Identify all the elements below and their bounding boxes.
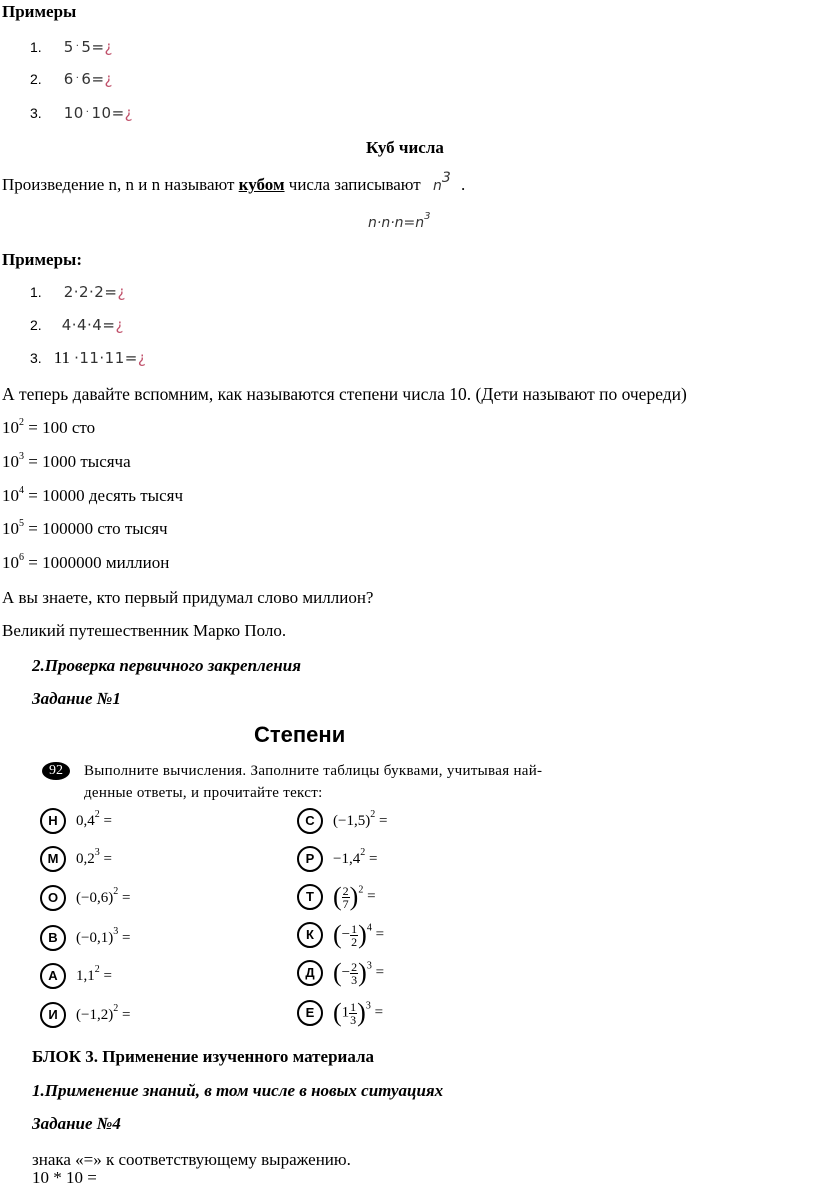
task-4-expression: 10 * 10 =: [32, 1168, 97, 1187]
exercise-item: А $1,1^2$ =: [40, 963, 112, 989]
letter-circle: Д: [297, 960, 323, 986]
answer-text: Великий путешественник Марко Поло.: [2, 621, 287, 640]
exercise-item: М $0,2^3$ =: [40, 846, 112, 872]
cube-title: Куб числа: [366, 138, 444, 157]
math-expression: ·11·11=¿: [74, 349, 147, 367]
letter-circle: И: [40, 1002, 66, 1028]
list-number: 1.: [30, 39, 42, 55]
block3-subheading: 1.Применение знаний, в том числе в новых ситуациях: [32, 1081, 444, 1100]
example-item: [30, 104, 133, 123]
letter-circle: О: [40, 885, 66, 911]
example-item: [30, 283, 126, 302]
exercise-number-badge: 92: [42, 761, 70, 780]
power-row: $10^4 = 10000$ десять тысяч: [2, 485, 184, 505]
list-number: 2.: [30, 317, 42, 333]
example-item: [30, 70, 113, 89]
cube-formula: $n\cdot n\cdot n=n^3$: [368, 211, 431, 231]
math-expression: 6 · 6=¿: [63, 70, 114, 88]
letter-circle: Т: [297, 884, 323, 910]
example-item: [30, 38, 113, 57]
math-expression: 2·2·2=¿: [63, 283, 126, 301]
worksheet-title: Степени: [254, 722, 346, 747]
question-text: А вы знаете, кто первый придумал слово миллион?: [2, 588, 374, 607]
check-heading: 2.Проверка первичного закрепления: [32, 656, 301, 675]
cube-definition: Произведение n, n и n называют кубом числа записывают $n^3$ .: [2, 170, 466, 194]
math-expression: 4·4·4=¿: [61, 316, 124, 334]
letter-circle: К: [297, 922, 323, 948]
exercise-item: О $(-0,6)^2$ =: [40, 885, 130, 911]
exercise-item: В $(-0,1)^3$ =: [40, 925, 130, 951]
exercise-item: Е (1 $\frac{1}{3}$ )$^3$ =: [297, 998, 383, 1028]
example-item: 3. 11 ·11·11=¿: [30, 348, 147, 367]
exercise-item: К (− $\frac{1}{2}$ )$^4$ =: [297, 920, 384, 950]
letter-circle: Р: [297, 846, 323, 872]
power-row: $10^5 = 100000$ сто тысяч: [2, 518, 168, 538]
letter-circle: С: [297, 808, 323, 834]
power-row: $10^6 = 1000000$ миллион: [2, 552, 170, 572]
letter-circle: М: [40, 846, 66, 872]
examples-heading-2: Примеры:: [2, 250, 82, 269]
task-4-label: Задание №4: [32, 1114, 121, 1133]
task-1-label: Задание №1: [32, 689, 121, 708]
power-row: $10^3 = 1000$ тысяча: [2, 451, 131, 471]
letter-circle: Н: [40, 808, 66, 834]
math-expression: 10 · 10=¿: [63, 104, 134, 122]
exercise-item: $Р -1,4^2$ =: [297, 846, 377, 872]
exercise-item: И $(-1,2)^2$ =: [40, 1002, 130, 1028]
letter-circle: В: [40, 925, 66, 951]
powers-intro: А теперь давайте вспомним, как называются степени числа 10. (Дети называют по очереди): [2, 384, 687, 404]
example-item: [30, 316, 124, 335]
exercise-item: Т ( $\frac{2}{7}$ )$^2$ =: [297, 882, 376, 912]
examples-heading: Примеры: [2, 2, 77, 21]
list-number: 2.: [30, 71, 42, 87]
letter-circle: А: [40, 963, 66, 989]
list-number: 3.: [30, 105, 42, 121]
power-row: $10^2 = 100$ сто: [2, 417, 96, 437]
block3-heading: БЛОК 3. Применение изученного материала: [32, 1047, 375, 1066]
task-4-text: знака «=» к соответствующему выражению.: [32, 1150, 351, 1169]
worksheet-instructions: Выполните вычисления. Заполните таблицы буквами, учитывая най- денные ответы, и прочитайте текст:: [84, 763, 543, 801]
exercise-item: С $(-1,5)^2$ =: [297, 808, 387, 834]
exercise-item: Д (− $\frac{2}{3}$ )$^3$ =: [297, 958, 384, 988]
math-expression: 5 · 5=¿: [63, 38, 114, 56]
cube-term: кубом: [238, 175, 285, 194]
list-number: 1.: [30, 284, 42, 300]
exercise-item: Н $0,4^2$ =: [40, 808, 112, 834]
list-number: 3.: [30, 350, 42, 366]
letter-circle: Е: [297, 1000, 323, 1026]
